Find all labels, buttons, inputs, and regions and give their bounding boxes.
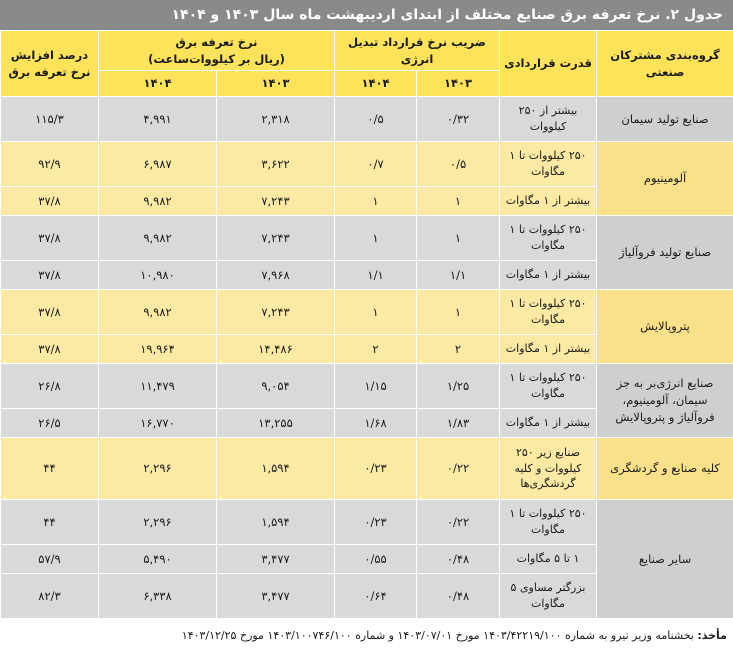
rate-1403-cell: ۱۳,۲۵۵ <box>217 409 335 438</box>
table-row <box>1 142 733 187</box>
table-row <box>1 500 733 545</box>
header-rate <box>99 31 335 71</box>
rate-1404-cell: ۶,۹۸۷ <box>99 142 217 187</box>
coef-1403-cell: ۱/۸۳ <box>417 409 500 438</box>
rate-1403-cell: ۷,۲۴۳ <box>217 290 335 335</box>
increase-cell: ۴۴ <box>1 438 99 500</box>
table-row <box>1 97 733 142</box>
rate-1404-cell: ۱۱,۴۷۹ <box>99 364 217 409</box>
table-row <box>1 438 733 500</box>
rate-1403-cell: ۱,۵۹۴ <box>217 438 335 500</box>
rate-1404-cell: ۹,۹۸۲ <box>99 216 217 261</box>
capacity-cell: ۲۵۰ کیلووات تا ۱ مگاوات <box>500 500 597 545</box>
coef-1404-cell: ۰/۲۳ <box>335 500 417 545</box>
header-rate-line1: نرخ تعرفه برق <box>175 34 258 49</box>
coef-1403-cell: ۰/۴۸ <box>417 574 500 619</box>
group-cell: صنایع تولید سیمان <box>597 97 733 142</box>
increase-cell: ۳۷/۸ <box>1 335 99 364</box>
group-cell: کلیه صنایع و گردشگری <box>597 438 733 500</box>
capacity-cell: صنایع زیر ۲۵۰ کیلووات و کلیه گردشگری‌ها <box>500 438 597 500</box>
rate-1403-cell: ۱۴,۴۸۶ <box>217 335 335 364</box>
increase-cell: ۳۷/۸ <box>1 290 99 335</box>
coef-1404-cell: ۱ <box>335 216 417 261</box>
capacity-cell: ۲۵۰ کیلووات تا ۱ مگاوات <box>500 216 597 261</box>
capacity-cell: بیشتر از ۱ مگاوات <box>500 261 597 290</box>
header-rate-line2: (ریال بر کیلووات‌ساعت) <box>148 51 285 66</box>
header-increase: درصد افزایش نرخ تعرفه برق <box>1 31 99 97</box>
header-group: گروه‌بندی مشترکان صنعتی <box>597 31 733 97</box>
group-cell: سایر صنایع <box>597 500 733 619</box>
rate-1403-cell: ۹,۰۵۴ <box>217 364 335 409</box>
coef-1403-cell: ۰/۵ <box>417 142 500 187</box>
capacity-cell: بیشتر از ۱ مگاوات <box>500 409 597 438</box>
capacity-cell: ۲۵۰ کیلووات تا ۱ مگاوات <box>500 290 597 335</box>
coef-1403-cell: ۰/۲۲ <box>417 438 500 500</box>
table-row <box>1 290 733 335</box>
capacity-cell: بیشتر از ۱ مگاوات <box>500 335 597 364</box>
source-text: بخشنامه وزیر نیرو به شماره ۱۴۰۳/۴۲۲۱۹/۱۰۰ مورخ ۱۴۰۳/۰۷/۰۱ و شماره ۱۴۰۳/۱۰۰۷۴۶/۱۰۰ مورخ ۱۴۰۳/۱۲/۲۵ <box>181 629 694 642</box>
rate-1403-cell: ۲,۳۱۸ <box>217 97 335 142</box>
increase-cell: ۳۷/۸ <box>1 216 99 261</box>
group-cell: آلومینیوم <box>597 142 733 216</box>
rate-1403-cell: ۱,۵۹۴ <box>217 500 335 545</box>
increase-cell: ۸۲/۳ <box>1 574 99 619</box>
rate-1404-cell: ۲,۲۹۶ <box>99 500 217 545</box>
increase-cell: ۴۴ <box>1 500 99 545</box>
rate-1404-cell: ۱۰,۹۸۰ <box>99 261 217 290</box>
capacity-cell: بیشتر از ۲۵۰ کیلووات <box>500 97 597 142</box>
coef-1404-cell: ۱/۶۸ <box>335 409 417 438</box>
increase-cell: ۳۷/۸ <box>1 187 99 216</box>
header-rate-1404: ۱۴۰۴ <box>99 71 217 97</box>
rate-1404-cell: ۹,۹۸۲ <box>99 187 217 216</box>
coef-1404-cell: ۰/۷ <box>335 142 417 187</box>
rate-1403-cell: ۳,۴۷۷ <box>217 545 335 574</box>
coef-1404-cell: ۱/۱۵ <box>335 364 417 409</box>
tariff-table <box>0 30 733 619</box>
coef-1404-cell: ۱/۱ <box>335 261 417 290</box>
rate-1404-cell: ۱۶,۷۷۰ <box>99 409 217 438</box>
coef-1404-cell: ۱ <box>335 290 417 335</box>
coef-1404-cell: ۰/۶۴ <box>335 574 417 619</box>
rate-1404-cell: ۱۹,۹۶۴ <box>99 335 217 364</box>
rate-1404-cell: ۲,۲۹۶ <box>99 438 217 500</box>
rate-1404-cell: ۴,۹۹۱ <box>99 97 217 142</box>
coef-1403-cell: ۰/۴۸ <box>417 545 500 574</box>
rate-1404-cell: ۹,۹۸۲ <box>99 290 217 335</box>
coef-1403-cell: ۱ <box>417 187 500 216</box>
group-cell: صنایع انرژی‌بر به جز سیمان، آلومینیوم، فروآلیاژ و پتروپالایش <box>597 364 733 438</box>
increase-cell: ۳۷/۸ <box>1 261 99 290</box>
header-coef-1403: ۱۴۰۳ <box>417 71 500 97</box>
capacity-cell: ۲۵۰ کیلووات تا ۱ مگاوات <box>500 142 597 187</box>
group-cell: صنایع تولید فروآلیاژ <box>597 216 733 290</box>
header-capacity: قدرت قراردادی <box>500 31 597 97</box>
rate-1403-cell: ۳,۶۲۲ <box>217 142 335 187</box>
group-cell: پتروپالایش <box>597 290 733 364</box>
header-rate-1403: ۱۴۰۳ <box>217 71 335 97</box>
capacity-cell: ۲۵۰ کیلووات تا ۱ مگاوات <box>500 364 597 409</box>
increase-cell: ۱۱۵/۳ <box>1 97 99 142</box>
rate-1403-cell: ۷,۹۶۸ <box>217 261 335 290</box>
coef-1404-cell: ۱ <box>335 187 417 216</box>
rate-1403-cell: ۷,۲۴۳ <box>217 187 335 216</box>
coef-1403-cell: ۱/۱ <box>417 261 500 290</box>
coef-1403-cell: ۱ <box>417 290 500 335</box>
capacity-cell: ۱ تا ۵ مگاوات <box>500 545 597 574</box>
coef-1403-cell: ۰/۳۲ <box>417 97 500 142</box>
coef-1404-cell: ۰/۲۳ <box>335 438 417 500</box>
header-coef: ضریب نرخ قرارداد تبدیل انرژی <box>335 31 500 71</box>
header-coef-1404: ۱۴۰۴ <box>335 71 417 97</box>
rate-1404-cell: ۵,۴۹۰ <box>99 545 217 574</box>
source-label: مأخذ: <box>697 629 727 642</box>
capacity-cell: بیشتر از ۱ مگاوات <box>500 187 597 216</box>
coef-1403-cell: ۱/۲۵ <box>417 364 500 409</box>
coef-1403-cell: ۲ <box>417 335 500 364</box>
rate-1403-cell: ۷,۲۴۳ <box>217 216 335 261</box>
coef-1404-cell: ۰/۵ <box>335 97 417 142</box>
increase-cell: ۵۷/۹ <box>1 545 99 574</box>
coef-1404-cell: ۰/۵۵ <box>335 545 417 574</box>
increase-cell: ۲۶/۵ <box>1 409 99 438</box>
source-note <box>0 624 733 648</box>
coef-1404-cell: ۲ <box>335 335 417 364</box>
table-title: جدول ۲. نرخ تعرفه برق صنایع مختلف از ابتدای اردیبهشت ماه سال ۱۴۰۳ و ۱۴۰۴ <box>0 0 733 30</box>
rate-1404-cell: ۶,۳۳۸ <box>99 574 217 619</box>
table-row <box>1 364 733 409</box>
increase-cell: ۹۲/۹ <box>1 142 99 187</box>
capacity-cell: بزرگتر مساوی ۵ مگاوات <box>500 574 597 619</box>
rate-1403-cell: ۳,۴۷۷ <box>217 574 335 619</box>
coef-1403-cell: ۰/۲۲ <box>417 500 500 545</box>
table-row <box>1 216 733 261</box>
increase-cell: ۲۶/۸ <box>1 364 99 409</box>
coef-1403-cell: ۱ <box>417 216 500 261</box>
